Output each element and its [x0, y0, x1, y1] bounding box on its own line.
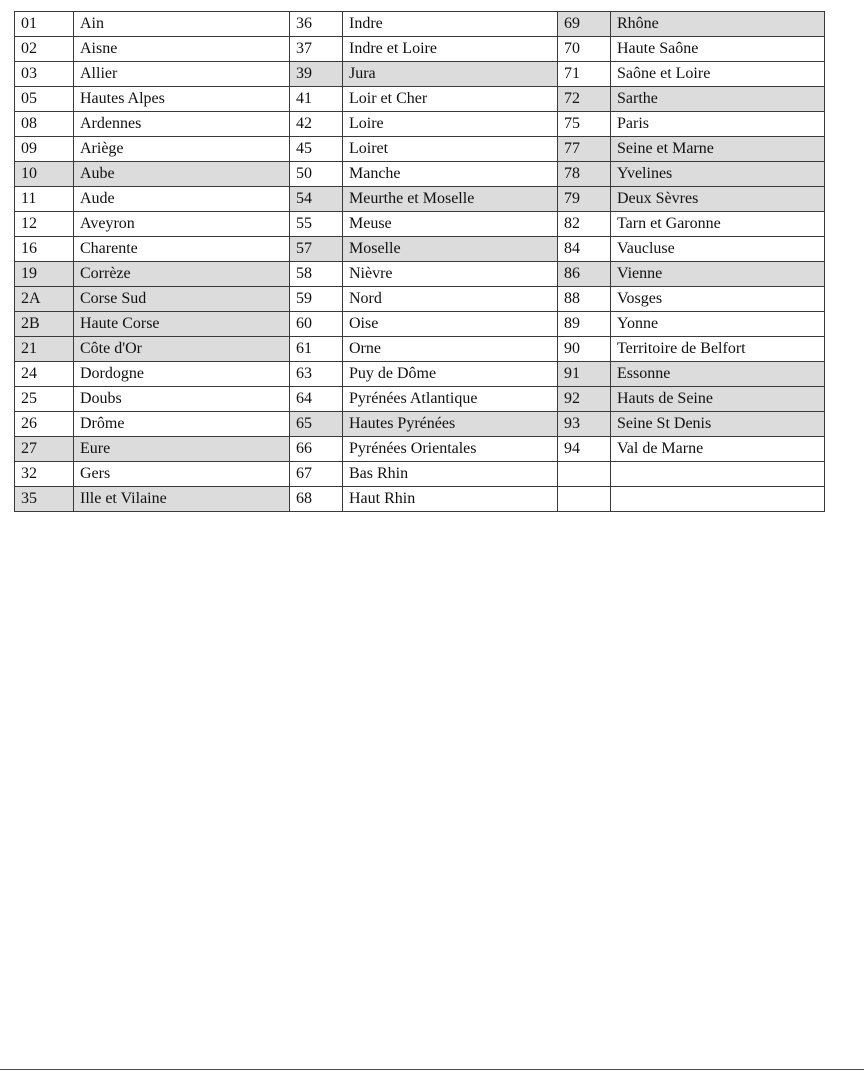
table-row: [15, 262, 825, 287]
department-name-cell: Ariège: [74, 137, 290, 162]
department-code-cell: 27: [15, 437, 74, 462]
department-name-cell: Tarn et Garonne: [611, 212, 825, 237]
department-name-cell: Pyrénées Atlantique: [343, 387, 558, 412]
department-name-cell: Allier: [74, 62, 290, 87]
department-code-cell: 71: [558, 62, 611, 87]
department-name-cell: Yvelines: [611, 162, 825, 187]
table-row: [15, 362, 825, 387]
department-code-cell: 66: [290, 437, 343, 462]
department-code-cell: 70: [558, 37, 611, 62]
department-code-cell: 94: [558, 437, 611, 462]
table-row: [15, 12, 825, 37]
department-name-cell: Essonne: [611, 362, 825, 387]
department-name-cell: Saône et Loire: [611, 62, 825, 87]
department-code-cell: 37: [290, 37, 343, 62]
department-name-cell: Nièvre: [343, 262, 558, 287]
department-code-cell: 21: [15, 337, 74, 362]
department-name-cell: Gers: [74, 462, 290, 487]
department-name-cell: Aude: [74, 187, 290, 212]
department-code-cell: 77: [558, 137, 611, 162]
table-row: [15, 37, 825, 62]
department-name-cell: Deux Sèvres: [611, 187, 825, 212]
department-name-cell: Manche: [343, 162, 558, 187]
table-row: [15, 487, 825, 512]
department-name-cell: Meuse: [343, 212, 558, 237]
department-name-cell: Oise: [343, 312, 558, 337]
department-name-cell: Hauts de Seine: [611, 387, 825, 412]
department-name-cell: Aisne: [74, 37, 290, 62]
table-row: [15, 237, 825, 262]
department-name-cell: Haute Corse: [74, 312, 290, 337]
table-row: [15, 137, 825, 162]
table-row: [15, 312, 825, 337]
department-code-cell: 08: [15, 112, 74, 137]
department-code-cell: 24: [15, 362, 74, 387]
department-name-cell: Vaucluse: [611, 237, 825, 262]
table-row: [15, 112, 825, 137]
department-code-cell: 57: [290, 237, 343, 262]
table-row: [15, 287, 825, 312]
department-code-cell: 16: [15, 237, 74, 262]
department-code-cell: 82: [558, 212, 611, 237]
department-name-cell: Nord: [343, 287, 558, 312]
department-name-cell: Orne: [343, 337, 558, 362]
department-code-cell: 41: [290, 87, 343, 112]
department-name-cell: Val de Marne: [611, 437, 825, 462]
table-row: [15, 212, 825, 237]
department-code-cell: 69: [558, 12, 611, 37]
department-name-cell: Jura: [343, 62, 558, 87]
department-name-cell: Paris: [611, 112, 825, 137]
department-name-cell: Loir et Cher: [343, 87, 558, 112]
department-code-cell: 09: [15, 137, 74, 162]
department-code-cell: 25: [15, 387, 74, 412]
department-name-cell: Loire: [343, 112, 558, 137]
department-name-cell: Sarthe: [611, 87, 825, 112]
department-code-cell: 32: [15, 462, 74, 487]
department-name-cell: Vienne: [611, 262, 825, 287]
department-name-cell: Meurthe et Moselle: [343, 187, 558, 212]
department-code-cell: 10: [15, 162, 74, 187]
department-name-cell: [611, 462, 825, 487]
department-code-cell: 89: [558, 312, 611, 337]
departments-table: [14, 11, 825, 512]
department-code-cell: 86: [558, 262, 611, 287]
department-name-cell: Seine St Denis: [611, 412, 825, 437]
department-name-cell: Doubs: [74, 387, 290, 412]
department-name-cell: Puy de Dôme: [343, 362, 558, 387]
table-row: [15, 387, 825, 412]
table-row: [15, 412, 825, 437]
department-code-cell: 64: [290, 387, 343, 412]
department-code-cell: 45: [290, 137, 343, 162]
department-code-cell: 2A: [15, 287, 74, 312]
department-name-cell: Rhône: [611, 12, 825, 37]
department-code-cell: [558, 487, 611, 512]
department-name-cell: Corrèze: [74, 262, 290, 287]
department-code-cell: 39: [290, 62, 343, 87]
department-name-cell: Corse Sud: [74, 287, 290, 312]
department-name-cell: Aube: [74, 162, 290, 187]
department-name-cell: Pyrénées Orientales: [343, 437, 558, 462]
department-code-cell: 12: [15, 212, 74, 237]
department-code-cell: 01: [15, 12, 74, 37]
department-name-cell: Eure: [74, 437, 290, 462]
table-row: [15, 462, 825, 487]
department-name-cell: Hautes Alpes: [74, 87, 290, 112]
department-code-cell: 63: [290, 362, 343, 387]
department-name-cell: Indre et Loire: [343, 37, 558, 62]
department-code-cell: 26: [15, 412, 74, 437]
department-name-cell: Haute Saône: [611, 37, 825, 62]
department-code-cell: 05: [15, 87, 74, 112]
department-code-cell: 65: [290, 412, 343, 437]
table-row: [15, 337, 825, 362]
department-name-cell: Dordogne: [74, 362, 290, 387]
department-name-cell: Aveyron: [74, 212, 290, 237]
department-code-cell: 93: [558, 412, 611, 437]
department-name-cell: Drôme: [74, 412, 290, 437]
department-name-cell: Côte d'Or: [74, 337, 290, 362]
table-row: [15, 87, 825, 112]
department-code-cell: 55: [290, 212, 343, 237]
department-name-cell: Ain: [74, 12, 290, 37]
department-name-cell: Ille et Vilaine: [74, 487, 290, 512]
table-row: [15, 437, 825, 462]
department-code-cell: 78: [558, 162, 611, 187]
department-name-cell: Vosges: [611, 287, 825, 312]
page-bottom-rule: [0, 1069, 864, 1070]
department-code-cell: 72: [558, 87, 611, 112]
department-name-cell: Seine et Marne: [611, 137, 825, 162]
department-code-cell: 88: [558, 287, 611, 312]
department-code-cell: 54: [290, 187, 343, 212]
table-row: [15, 162, 825, 187]
department-name-cell: Haut Rhin: [343, 487, 558, 512]
department-code-cell: 84: [558, 237, 611, 262]
department-code-cell: 50: [290, 162, 343, 187]
department-name-cell: Yonne: [611, 312, 825, 337]
department-code-cell: 61: [290, 337, 343, 362]
department-code-cell: 03: [15, 62, 74, 87]
department-code-cell: 19: [15, 262, 74, 287]
department-code-cell: 11: [15, 187, 74, 212]
department-name-cell: Bas Rhin: [343, 462, 558, 487]
department-code-cell: 75: [558, 112, 611, 137]
department-name-cell: Loiret: [343, 137, 558, 162]
department-name-cell: Charente: [74, 237, 290, 262]
table-row: [15, 187, 825, 212]
table-row: [15, 62, 825, 87]
department-name-cell: Moselle: [343, 237, 558, 262]
department-name-cell: Ardennes: [74, 112, 290, 137]
department-name-cell: [611, 487, 825, 512]
department-code-cell: 90: [558, 337, 611, 362]
department-code-cell: 68: [290, 487, 343, 512]
department-name-cell: Indre: [343, 12, 558, 37]
department-code-cell: 35: [15, 487, 74, 512]
department-name-cell: Hautes Pyrénées: [343, 412, 558, 437]
department-code-cell: 02: [15, 37, 74, 62]
department-code-cell: 79: [558, 187, 611, 212]
department-code-cell: 92: [558, 387, 611, 412]
department-code-cell: 58: [290, 262, 343, 287]
department-code-cell: 91: [558, 362, 611, 387]
department-code-cell: 42: [290, 112, 343, 137]
department-code-cell: 67: [290, 462, 343, 487]
department-code-cell: 2B: [15, 312, 74, 337]
department-code-cell: 59: [290, 287, 343, 312]
department-code-cell: 60: [290, 312, 343, 337]
department-name-cell: Territoire de Belfort: [611, 337, 825, 362]
department-code-cell: 36: [290, 12, 343, 37]
department-code-cell: [558, 462, 611, 487]
